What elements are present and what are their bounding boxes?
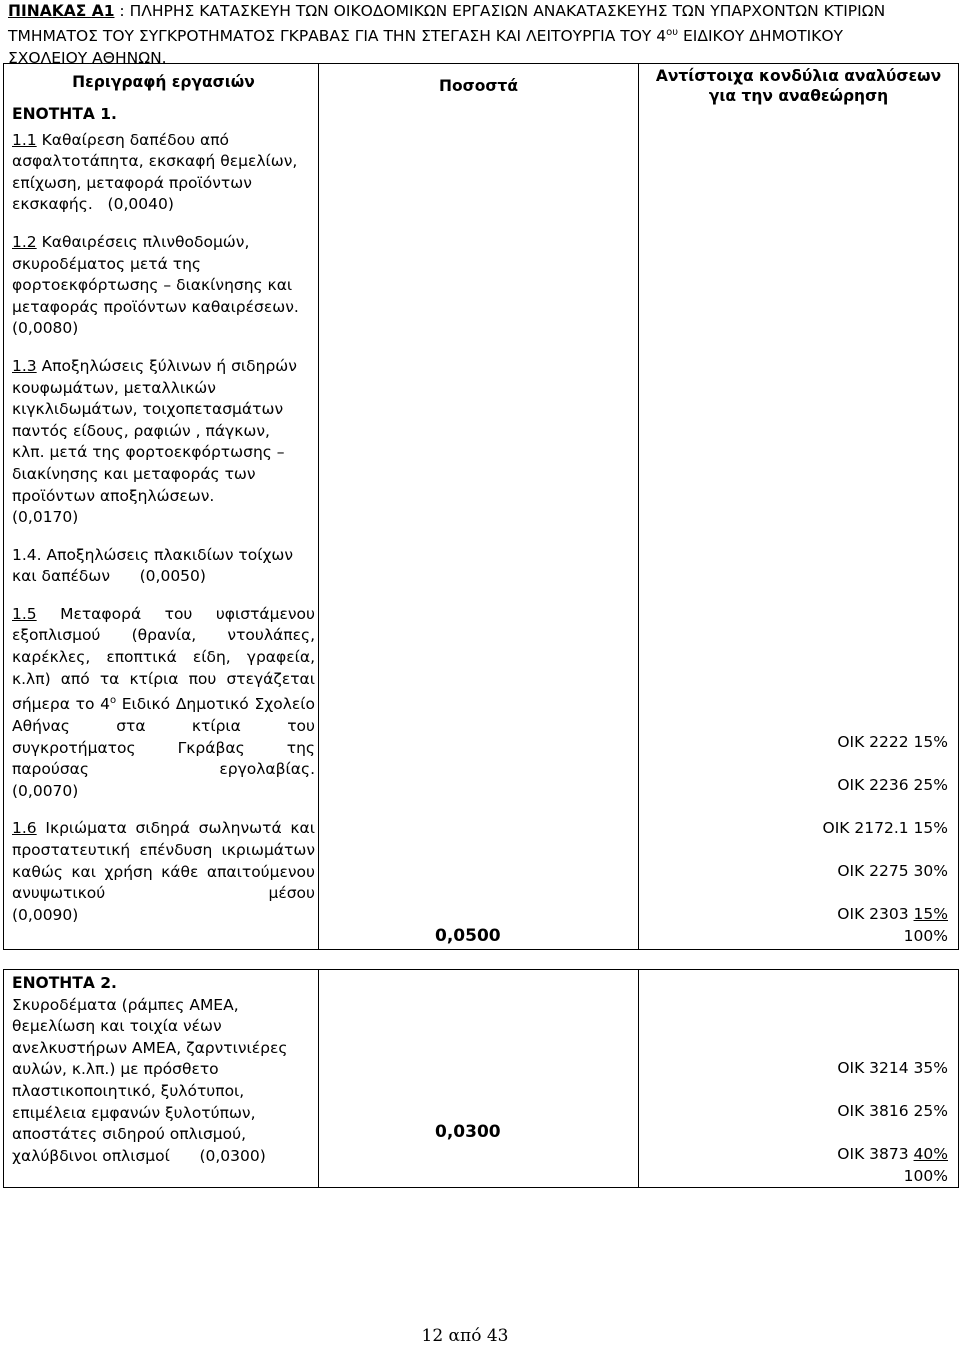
item-text: επίχωση, μεταφορά προϊόντων (12, 173, 252, 192)
percentage-cell (319, 64, 639, 950)
item-text: κιγκλιδωμάτων, τοιχοπετασμάτων (12, 400, 284, 419)
item-text: 1.4. Αποξηλώσεις πλακιδίων τοίχων (12, 545, 294, 564)
analysis-code (837, 1144, 948, 1166)
item-text: διακίνησης και μεταφοράς των (12, 464, 256, 483)
item-text: παρούσας εργολαβίας. (12, 760, 315, 779)
item-number: 1.1 (12, 130, 37, 149)
caption-line-3: ΣΧΟΛΕΙΟΥ ΑΘΗΝΩΝ. (8, 49, 167, 68)
item-text: Μεταφορά του υφιστάμενου (36, 604, 315, 623)
item-text: καρέκλες, εποπτικά είδη, γραφεία, (12, 648, 315, 667)
item-text: Αθήνας στα κτίρια του (12, 717, 315, 735)
work-item (12, 545, 315, 588)
analysis-code: ΟΙΚ 2172.1 15% (822, 819, 948, 837)
item-text: εκσκαφής. (0,0040) (12, 195, 174, 214)
item-text: ασφαλτοτάπητα, εκσκαφή θεμελίων, (12, 152, 298, 171)
caption-line-2 (8, 22, 953, 47)
caption-label: ΠΙΝΑΚΑΣ Α1 (8, 2, 115, 20)
caption-text: : ΠΛΗΡΗΣ ΚΑΤΑΣΚΕΥΗ ΤΩΝ ΟΙΚΟΔΟΜΙΚΩΝ ΕΡΓΑΣΙΩΝ ΑΝΑΚΑΤΑΣΚΕΥΗΣ ΤΩΝ ΥΠΑΡΧΟΝΤΩΝ ΚΤΙΡΙΩΝ (119, 2, 886, 20)
item-text: Αποξηλώσεις ξύλινων ή σιδηρών (36, 356, 297, 375)
section-percentage: 0,0500 (435, 926, 501, 946)
item-text: (0,0070) (12, 781, 79, 800)
analysis-code: ΟΙΚ 2222 15% (837, 733, 948, 751)
item-text: ανυψωτικού μέσου (12, 884, 315, 903)
page-number: 12 από 43 (421, 1326, 509, 1346)
work-item (12, 818, 315, 926)
item-text: χαλύβδινοι οπλισμοί (0,0300) (12, 1146, 266, 1165)
codes-cell (639, 64, 959, 950)
item-superscript: ο (109, 695, 117, 707)
item-text: και δαπέδων (0,0050) (12, 567, 206, 586)
analysis-code: ΟΙΚ 2275 30% (837, 862, 948, 880)
item-text: ανελκυστήρων ΑΜΕΑ, ζαρντινιέρες (12, 1038, 288, 1057)
item-text: καθώς και χρήση κάθε απαιτούμενου (12, 862, 315, 881)
item-number: 1.3 (12, 356, 37, 375)
header-line: για την αναθεώρηση (708, 87, 889, 105)
section-title: ΕΝΟΤΗΤΑ 2. (12, 974, 117, 992)
item-text: μεταφοράς προϊόντων καθαιρέσεων. (12, 297, 299, 316)
description-cell (4, 970, 319, 1188)
code-percent: 40% (913, 1145, 948, 1163)
item-text: Καθαιρέσεις πλινθοδομών, (36, 232, 250, 251)
code-label: ΟΙΚ 2303 (837, 905, 914, 923)
analysis-code: ΟΙΚ 3816 25% (837, 1102, 948, 1120)
item-text: (0,0080) (12, 319, 79, 338)
caption-text: ΤΜΗΜΑΤΟΣ ΤΟΥ ΣΥΓΚΡΟΤΗΜΑΤΟΣ ΓΚΡΑΒΑΣ ΓΙΑ ΤΗΝ ΣΤΕΓΑΣΗ ΚΑΙ ΛΕΙΤΟΥΡΓΙΑ ΤΟΥ 4 (8, 27, 667, 46)
item-text: θεμελίωση και τοιχία νέων (12, 1017, 222, 1036)
section-1-table (3, 63, 959, 950)
work-item (12, 356, 315, 529)
item-text: (0,0090) (12, 905, 79, 924)
item-text: αυλών, κ.λπ.) με πρόσθετο (12, 1060, 219, 1079)
item-text: φορτοεκφόρτωσης – διακίνησης και (12, 276, 293, 295)
analysis-code: ΟΙΚ 3214 35% (837, 1059, 948, 1077)
caption-line-1 (8, 0, 953, 22)
work-item (12, 130, 315, 216)
item-text: συγκροτήματος Γκράβας της (12, 738, 315, 757)
item-text: Ειδικό Δημοτικό Σχολείο (116, 695, 315, 714)
section-title: ΕΝΟΤΗΤΑ 1. (12, 105, 117, 123)
header-line: Αντίστοιχα κονδύλια αναλύσεων (655, 67, 942, 85)
item-text: σήμερα το 4 (12, 695, 110, 714)
column-header-codes (639, 66, 958, 106)
item-text: παντός είδους, ραφιών , πάγκων, (12, 421, 270, 440)
table-caption (8, 0, 953, 69)
code-percent: 15% (913, 905, 948, 923)
item-text: Σκυροδέματα (ράμπες ΑΜΕΑ, (12, 995, 239, 1014)
item-text: πλαστικοποιητικό, ξυλότυποι, (12, 1081, 245, 1100)
item-text: κλπ. μετά της φορτοεκφόρτωσης – (12, 443, 285, 462)
caption-superscript: ου (666, 27, 679, 38)
item-text: εξοπλισμού (θρανία, ντουλάπες, (12, 626, 315, 645)
item-number: 1.2 (12, 232, 37, 251)
column-header-percentage: Ποσοστά (439, 77, 518, 95)
item-text: κ.λπ) από τα κτίρια που στεγάζεται (12, 669, 315, 688)
section-percentage: 0,0300 (435, 1122, 501, 1142)
caption-text: ΕΙΔΙΚΟΥ ΔΗΜΟΤΙΚΟΥ (678, 27, 844, 46)
item-text: επιμέλεια εμφανών ξυλοτύπων, (12, 1103, 256, 1122)
code-label: ΟΙΚ 3873 (837, 1145, 914, 1163)
item-text: (0,0170) (12, 508, 79, 527)
item-text: Ικριώματα σιδηρά σωληνωτά και (36, 819, 315, 838)
item-text: Καθαίρεση δαπέδου από (36, 130, 230, 149)
codes-total: 100% (903, 927, 948, 945)
work-item (12, 995, 315, 1168)
codes-cell (639, 970, 959, 1188)
item-text: προϊόντων αποξηλώσεων. (12, 486, 215, 505)
item-text: κουφωμάτων, μεταλλικών (12, 378, 216, 397)
item-text: αποστάτες σιδηρού οπλισμού, (12, 1125, 247, 1144)
item-text: προστατευτική επένδυση ικριωμάτων (12, 840, 315, 859)
item-number: 1.6 (12, 819, 37, 838)
description-cell (4, 64, 319, 950)
analysis-code: ΟΙΚ 2236 25% (837, 776, 948, 794)
work-item (12, 232, 315, 340)
item-text: σκυροδέματος μετά της (12, 254, 201, 273)
section-2-table (3, 969, 959, 1188)
codes-total: 100% (903, 1167, 948, 1185)
percentage-cell (319, 970, 639, 1188)
analysis-code (837, 904, 948, 926)
column-header-description: Περιγραφή εργασιών (72, 73, 255, 91)
work-item (12, 604, 315, 803)
item-number: 1.5 (12, 604, 37, 623)
